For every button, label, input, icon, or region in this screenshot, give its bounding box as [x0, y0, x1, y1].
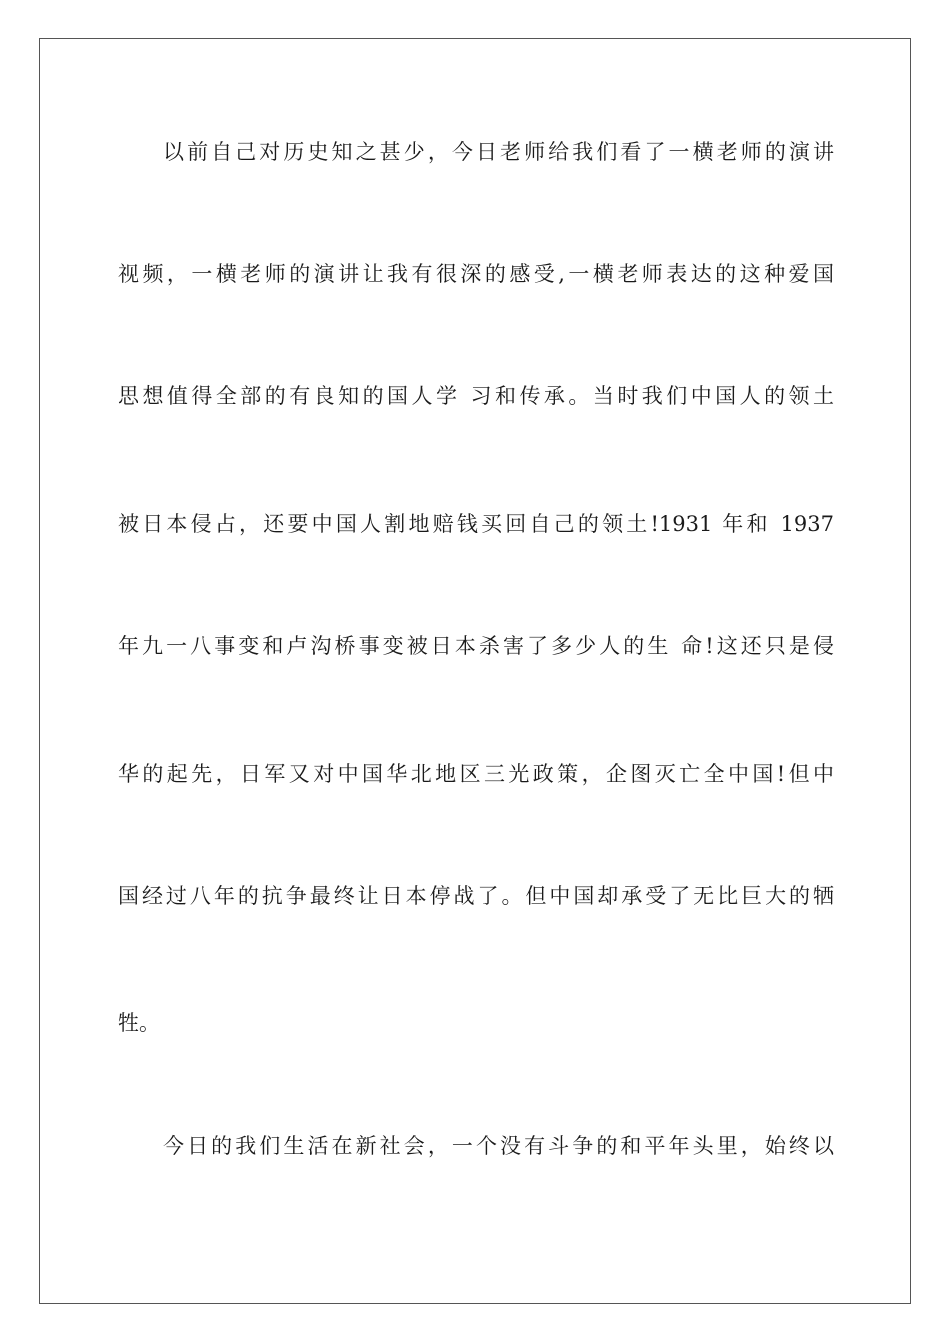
page-border: [39, 38, 911, 1304]
paragraph-1-line-2: 视频，一横老师的演讲让我有很深的感受,一横老师表达的这种爱国: [118, 262, 834, 286]
paragraph-1-line-4: 被日本侵占，还要中国人割地赔钱买回自己的领土!1931 年和 1937: [118, 512, 834, 536]
paragraph-1-line-8: 牲。: [118, 1011, 160, 1035]
paragraph-1-line-7: 国经过八年的抗争最终让日本停战了。但中国却承受了无比巨大的牺: [118, 884, 834, 908]
paragraph-2-line-1: 今日的我们生活在新社会，一个没有斗争的和平年头里，始终以: [163, 1134, 834, 1158]
paragraph-1-line-6: 华的起先，日军又对中国华北地区三光政策，企图灭亡全中国!但中: [118, 762, 834, 786]
paragraph-1-line-3: 思想值得全部的有良知的国人学 习和传承。当时我们中国人的领土: [118, 384, 834, 408]
paragraph-1-line-5: 年九一八事变和卢沟桥事变被日本杀害了多少人的生 命!这还只是侵: [118, 634, 834, 658]
paragraph-1-line-1: 以前自己对历史知之甚少，今日老师给我们看了一横老师的演讲: [163, 140, 834, 164]
